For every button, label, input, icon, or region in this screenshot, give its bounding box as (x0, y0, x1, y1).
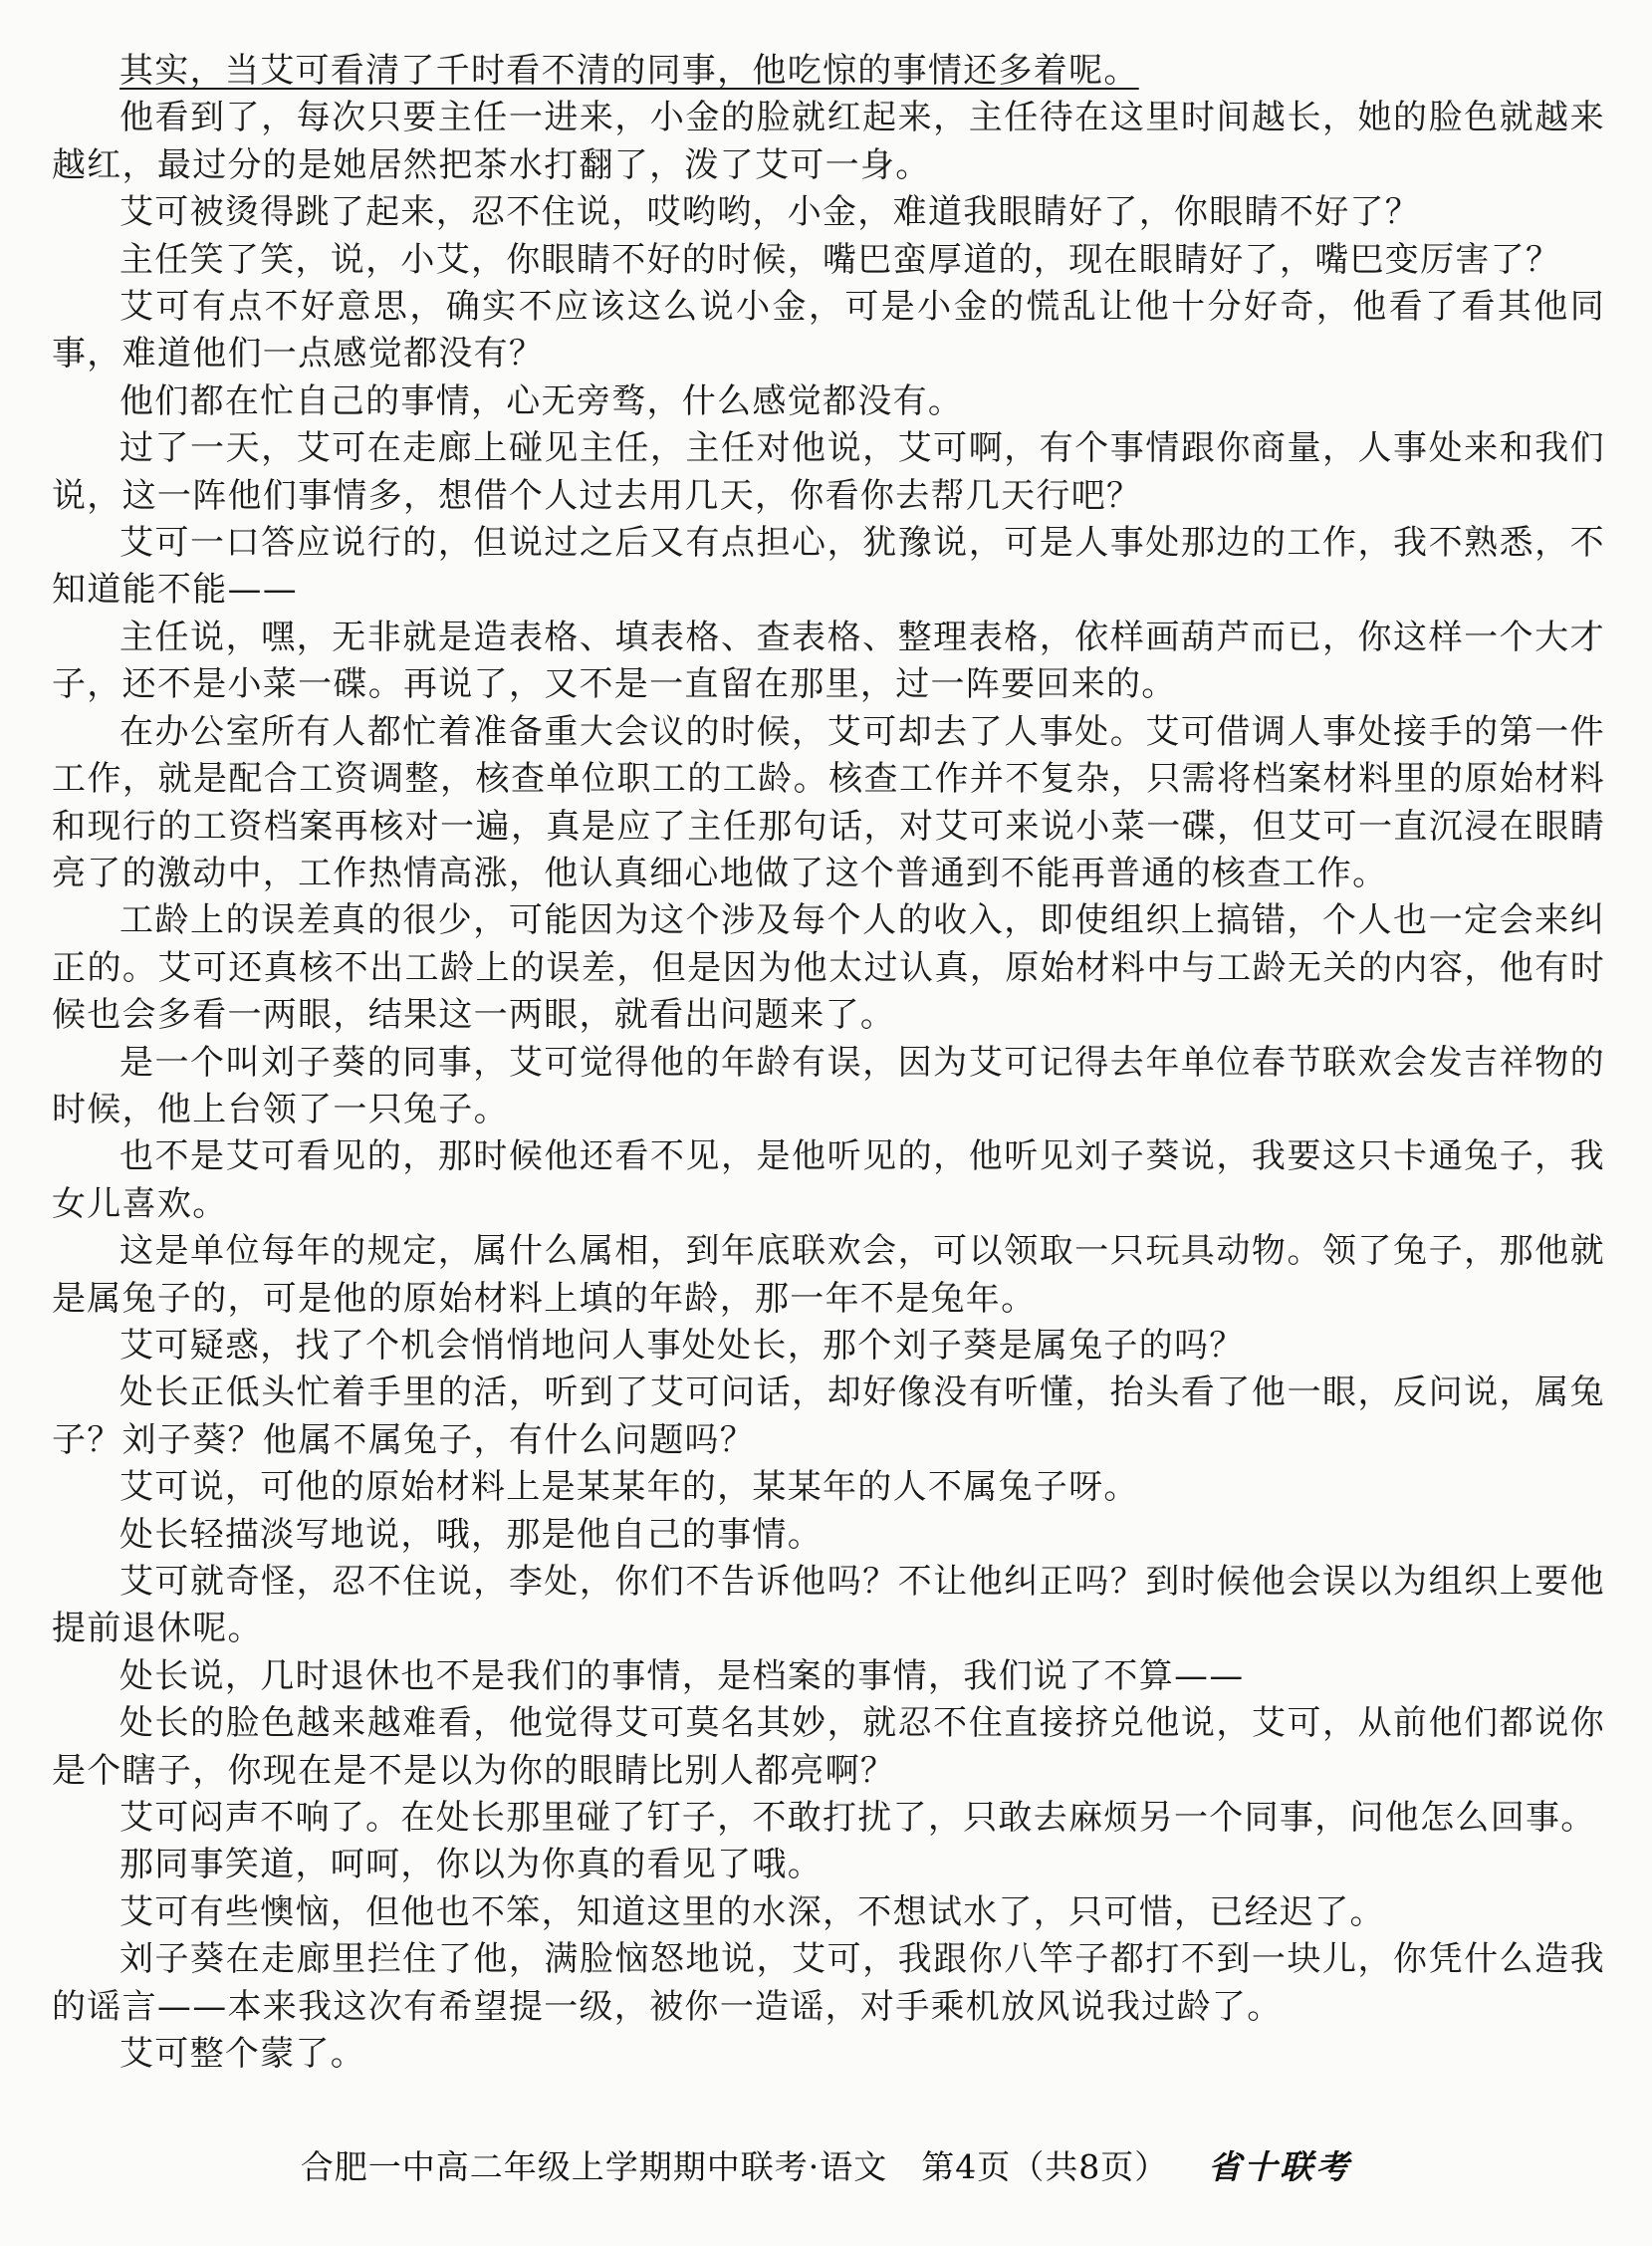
exam-title: 合肥一中高二年级上学期期中联考·语文 (300, 2147, 888, 2186)
document-body (52, 48, 1605, 2078)
paragraph: 其实，当艾可看清了千时看不清的同事，他吃惊的事情还多着呢。 (119, 51, 1139, 91)
paragraph: 艾可整个蒙了。 (119, 2034, 366, 2075)
paragraph: 处长轻描淡写地说，哦，那是他自己的事情。 (119, 1514, 823, 1555)
paragraph: 处长的脸色越来越难看，他觉得艾可莫名其妙，就忍不住直接挤兑他说，艾可，从前他们都说你是个瞎子，你现在是不是以为你的眼睛比别人都亮啊？ (52, 1703, 1605, 1791)
paragraph: 处长说，几时退休也不是我们的事情，是档案的事情，我们说了不算—— (119, 1655, 1245, 1696)
paragraph: 主任说，嘿，无非就是造表格、填表格、查表格、整理表格，依样画葫芦而已，你这样一个大才子，还不是小菜一碟。再说了，又不是一直留在那里，过一阵要回来的。 (52, 617, 1605, 705)
paragraph: 也不是艾可看见的，那时候他还看不见，是他听见的，他听见刘子葵说，我要这只卡通兔子，我女儿喜欢。 (52, 1136, 1605, 1224)
paragraph: 刘子葵在走廊里拦住了他，满脸恼怒地说，艾可，我跟你八竿子都打不到一块儿，你凭什么造我的谣言——本来我这次有希望提一级，被你一造谣，对手乘机放风说我过龄了。 (52, 1939, 1605, 2027)
paragraph: 是一个叫刘子葵的同事，艾可觉得他的年龄有误，因为艾可记得去年单位春节联欢会发吉祥物的时候，他上台领了一只兔子。 (52, 1042, 1605, 1129)
paragraph: 那同事笑道，呵呵，你以为你真的看见了哦。 (119, 1845, 823, 1885)
exam-brand: 省十联考 (1208, 2147, 1352, 2186)
paragraph: 艾可有些懊恼，但他也不笨，知道这里的水深，不想试水了，只可惜，已经迟了。 (119, 1891, 1385, 1932)
page-footer (0, 2141, 1652, 2188)
paragraph: 工龄上的误差真的很少，可能因为这个涉及每个人的收入，即使组织上搞错，个人也一定会来纠正的。艾可还真核不出工龄上的误差，但是因为他太过认真，原始材料中与工龄无关的内容，他有时候也会多看一两眼，结果这一两眼，就看出问题来了。 (52, 900, 1605, 1036)
paragraph: 艾可被烫得跳了起来，忍不住说，哎哟哟，小金，难道我眼睛好了，你眼睛不好了？ (119, 192, 1421, 233)
paragraph: 艾可就奇怪，忍不住说，李处，你们不告诉他吗？不让他纠正吗？到时候他会误以为组织上要他提前退休呢。 (52, 1562, 1605, 1649)
paragraph: 艾可疑惑，找了个机会悄悄地问人事处处长，那个刘子葵是属兔子的吗？ (119, 1325, 1245, 1366)
paragraph: 处长正低头忙着手里的活，听到了艾可问话，却好像没有听懂，抬头看了他一眼，反问说，属兔子？刘子葵？他属不属兔子，有什么问题吗？ (52, 1373, 1605, 1460)
paragraph: 艾可一口答应说行的，但说过之后又有点担心，犹豫说，可是人事处那边的工作，我不熟悉，不知道能不能—— (52, 523, 1605, 611)
paragraph: 这是单位每年的规定，属什么属相，到年底联欢会，可以领取一只玩具动物。领了兔子，那他就是属兔子的，可是他的原始材料上填的年龄，那一年不是兔年。 (52, 1231, 1605, 1319)
paragraph: 艾可闷声不响了。在处长那里碰了钉子，不敢打扰了，只敢去麻烦另一个同事，问他怎么回事。 (119, 1798, 1596, 1839)
page-number: 第4页（共8页） (921, 2147, 1169, 2186)
paragraph: 艾可有点不好意思，确实不应该这么说小金，可是小金的慌乱让他十分好奇，他看了看其他同事，难道他们一点感觉都没有？ (52, 287, 1605, 374)
paragraph: 主任笑了笑，说，小艾，你眼睛不好的时候，嘴巴蛮厚道的，现在眼睛好了，嘴巴变厉害了？ (119, 239, 1561, 280)
paragraph: 他们都在忙自己的事情，心无旁骛，什么感觉都没有。 (119, 380, 964, 421)
paragraph: 艾可说，可他的原始材料上是某某年的，某某年的人不属兔子呀。 (119, 1467, 1139, 1508)
paragraph: 他看到了，每次只要主任一进来，小金的脸就红起来，主任待在这里时间越长，她的脸色就越来越红，最过分的是她居然把茶水打翻了，泼了艾可一身。 (52, 98, 1605, 185)
paragraph: 过了一天，艾可在走廊上碰见主任，主任对他说，艾可啊，有个事情跟你商量，人事处来和我们说，这一阵他们事情多，想借个人过去用几天，你看你去帮几天行吧？ (52, 428, 1605, 516)
paragraph: 在办公室所有人都忙着准备重大会议的时候，艾可却去了人事处。艾可借调人事处接手的第一件工作，就是配合工资调整，核查单位职工的工龄。核查工作并不复杂，只需将档案材料里的原始材料和现行的工资档案再核对一遍，真是应了主任那句话，对艾可来说小菜一碟，但艾可一直沉浸在眼睛亮了的激动中，工作热情高涨，他认真细心地做了这个普通到不能再普通的核查工作。 (52, 711, 1605, 893)
